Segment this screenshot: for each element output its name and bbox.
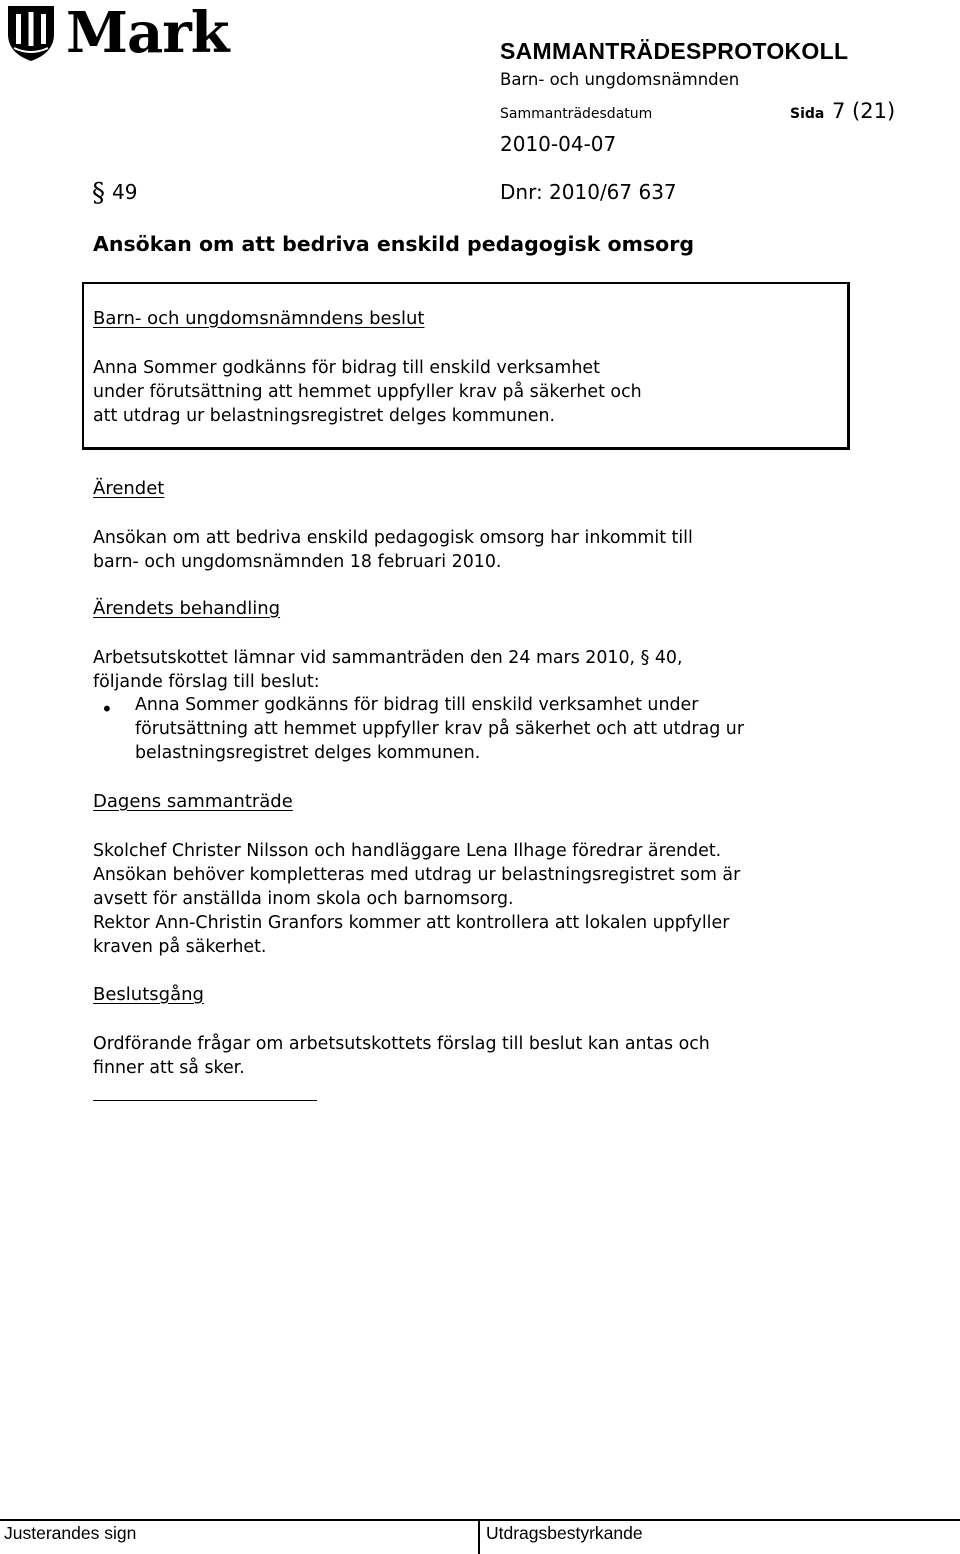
bullet-icon: • [101,697,113,721]
proposal-line: belastningsregistret delges kommunen. [135,743,481,763]
municipality-logo [6,0,229,66]
behandling-line: Arbetsutskottet lämnar vid sammanträden den 24 mars 2010, § 40, [93,648,683,668]
decision-heading: Barn- och ungdomsnämndens beslut [93,308,425,329]
page-number: 7 (21) [832,99,896,123]
dagens-line: Skolchef Christer Nilsson och handläggare Lena Ilhage föredrar ärendet. [93,841,722,861]
proposal-line: Anna Sommer godkänns för bidrag till enskild verksamhet under [135,695,699,715]
arendet-line: Ansökan om att bedriva enskild pedagogisk omsorg har inkommit till [93,528,693,548]
beslutsgang-heading: Beslutsgång [93,984,204,1005]
proposal-line: förutsättning att hemmet uppfyller krav på säkerhet och att utdrag ur [135,719,744,739]
footer-rule [0,1519,960,1521]
diary-number: Dnr: 2010/67 637 [500,180,677,204]
footer-justerandes-sign: Justerandes sign [4,1523,137,1543]
beslutsgang-line: finner att så sker. [93,1058,245,1078]
behandling-heading: Ärendets behandling [93,598,281,619]
footer-utdragsbestyrkande: Utdragsbestyrkande [486,1523,643,1543]
decision-line: att utdrag ur belastningsregistret delges kommunen. [93,406,556,426]
dagens-line: kraven på säkerhet. [93,937,267,957]
item-title: Ansökan om att bedriva enskild pedagogisk omsorg [93,232,695,256]
dagens-heading: Dagens sammanträde [93,791,293,812]
protocol-title: SAMMANTRÄDESPROTOKOLL [500,38,849,64]
paragraph-number: 49 [112,180,138,204]
beslutsgang-line: Ordförande frågar om arbetsutskottets förslag till beslut kan antas och [93,1034,710,1054]
dagens-line: Ansökan behöver kompletteras med utdrag ur belastningsregistret som är [93,865,741,885]
behandling-line: följande förslag till beslut: [93,672,320,692]
dagens-line: Rektor Ann-Christin Granfors kommer att kontrollera att lokalen uppfyller [93,913,730,933]
decision-line: under förutsättning att hemmet uppfyller krav på säkerhet och [93,382,642,402]
arendet-line: barn- och ungdomsnämnden 18 februari 2010. [93,552,502,572]
coat-of-arms-icon [6,4,56,62]
meeting-date-label: Sammanträdesdatum [500,106,653,122]
committee-name: Barn- och ungdomsnämnden [500,70,740,89]
dagens-line: avsett för anställda inom skola och barnomsorg. [93,889,514,909]
meeting-date: 2010-04-07 [500,132,617,156]
arendet-heading: Ärendet [93,478,165,499]
footer-divider [478,1521,480,1554]
end-of-item-rule [93,1100,317,1101]
logo-wordmark: Mark [66,0,229,66]
decision-line: Anna Sommer godkänns för bidrag till enskild verksamhet [93,358,600,378]
page-label: Sida [790,106,825,122]
paragraph-sign: § [92,178,105,208]
